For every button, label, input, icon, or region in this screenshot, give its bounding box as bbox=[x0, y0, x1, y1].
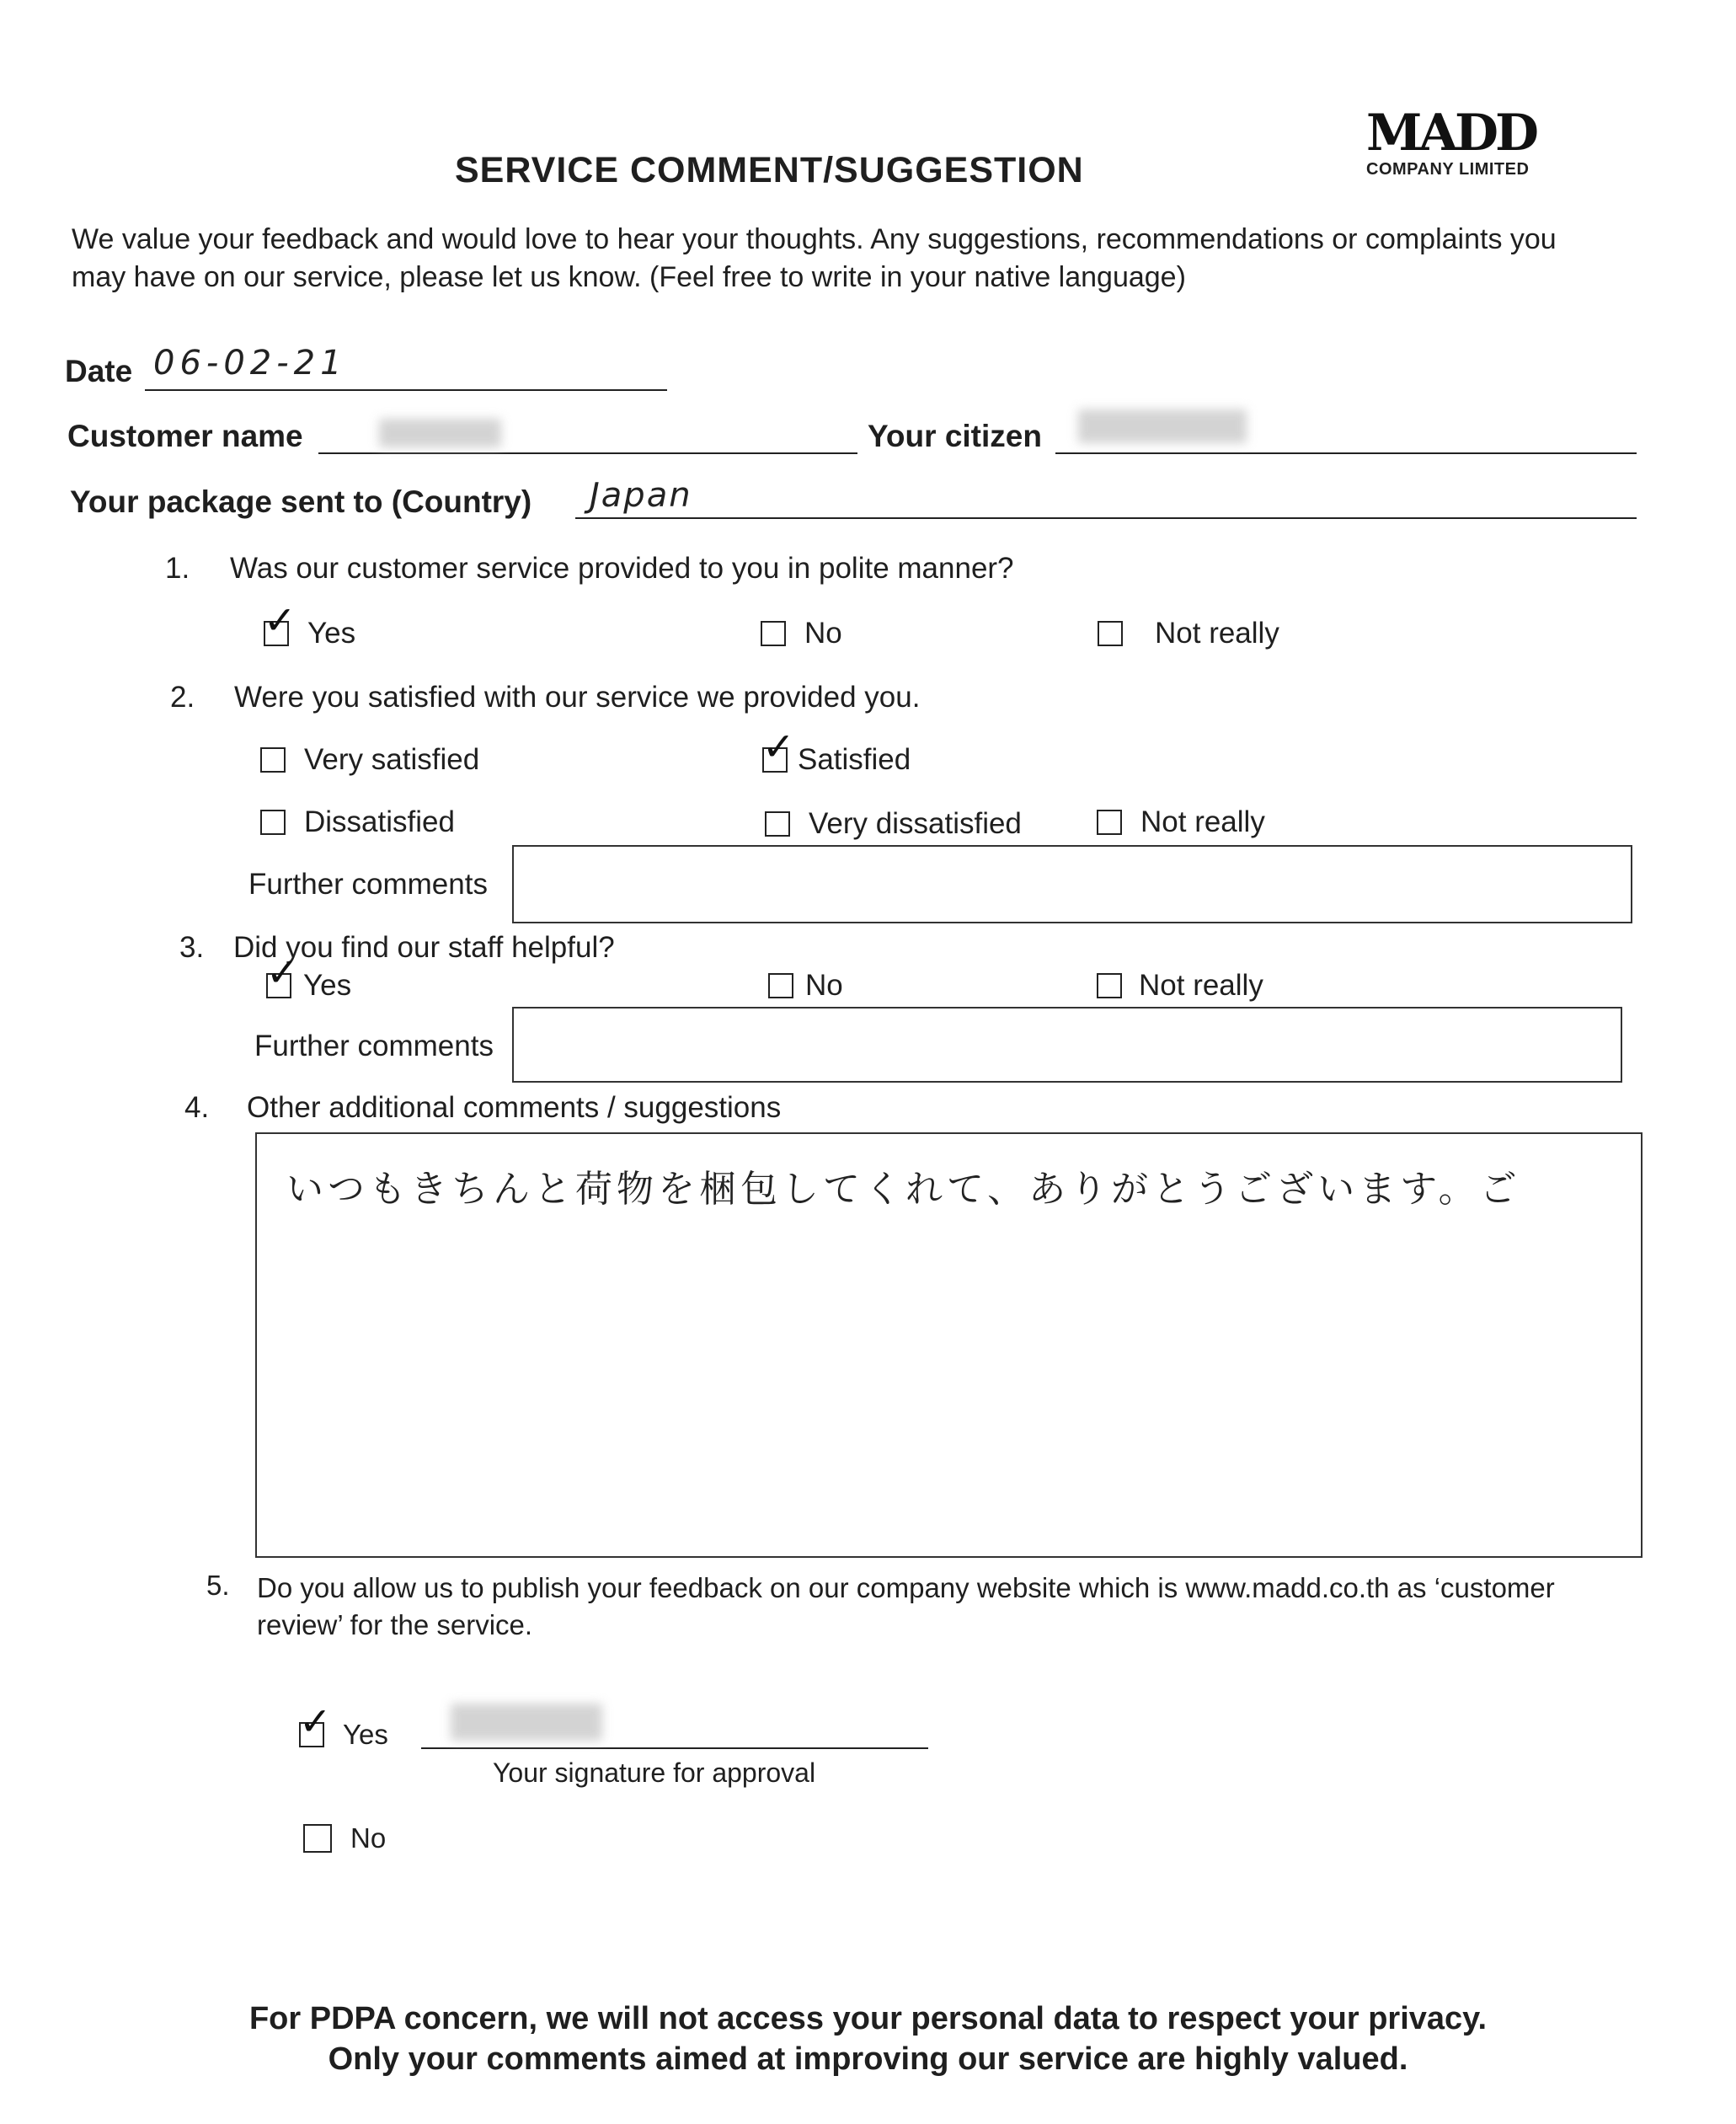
footer-note bbox=[0, 1998, 1736, 2079]
date-value[interactable]: 06-02-21 bbox=[153, 344, 347, 383]
q2-text: Were you satisfied with our service we provided you. bbox=[234, 681, 921, 714]
logo-wordmark: MADD bbox=[1366, 104, 1536, 163]
q5-option-yes[interactable] bbox=[299, 1719, 388, 1751]
q2-option-label: Not really bbox=[1140, 805, 1265, 838]
date-line bbox=[145, 389, 667, 391]
q1-option-not-really[interactable] bbox=[1098, 617, 1279, 650]
signature-redacted bbox=[451, 1704, 602, 1741]
checkbox-checked-icon bbox=[264, 621, 289, 646]
q5-text: Do you allow us to publish your feedback on our company website which is www.madd.co.th as ‘customer review’ for the service. bbox=[257, 1572, 1555, 1640]
checkbox-icon bbox=[303, 1824, 332, 1853]
q1-option-label: No bbox=[804, 617, 842, 650]
q2-option-satisfied[interactable] bbox=[762, 743, 911, 777]
country-label: Your package sent to (Country) bbox=[70, 484, 532, 519]
citizen-label: Your citizen bbox=[868, 419, 1042, 453]
customer-name-line bbox=[318, 452, 857, 454]
customer-name-label: Customer name bbox=[67, 419, 303, 453]
citizen-redacted bbox=[1078, 409, 1247, 443]
q1-option-label: Not really bbox=[1155, 617, 1279, 650]
q2-comments-box[interactable] bbox=[512, 845, 1632, 923]
q1-option-yes[interactable] bbox=[264, 617, 355, 650]
footer-line-2: Only your comments aimed at improving our service are highly valued. bbox=[328, 2041, 1408, 2077]
q3-number: 3. bbox=[179, 931, 205, 964]
q2-number: 2. bbox=[170, 681, 195, 714]
q3-option-label: No bbox=[805, 969, 843, 1002]
q5-yes-label: Yes bbox=[343, 1719, 388, 1750]
q2-option-label: Very satisfied bbox=[304, 743, 480, 776]
checkbox-icon bbox=[761, 621, 786, 646]
country-line bbox=[575, 517, 1637, 519]
q2-option-label: Very dissatisfied bbox=[809, 807, 1022, 840]
intro-text: We value your feedback and would love to hear your thoughts. Any suggestions, recommendations or complaints you may have on our service, please let us know. (Feel free to write in your native language) bbox=[72, 223, 1557, 293]
q1-option-no[interactable] bbox=[761, 617, 842, 650]
q5-option-no[interactable] bbox=[303, 1822, 386, 1854]
q3-option-not-really[interactable] bbox=[1097, 969, 1263, 1003]
logo-subtitle: COMPANY LIMITED bbox=[1366, 160, 1530, 179]
q3-text: Did you find our staff helpful? bbox=[233, 931, 615, 964]
q3-option-label: Yes bbox=[303, 969, 352, 1002]
q3-option-yes[interactable] bbox=[266, 969, 351, 1003]
checkbox-icon bbox=[768, 973, 793, 998]
checkbox-checked-icon bbox=[266, 973, 291, 998]
checkbox-icon bbox=[260, 747, 286, 773]
q2-option-very-dissatisfied[interactable] bbox=[765, 807, 1022, 841]
q3-option-label: Not really bbox=[1139, 969, 1263, 1002]
q4-number: 4. bbox=[184, 1091, 210, 1124]
signature-caption: Your signature for approval bbox=[493, 1758, 816, 1788]
q5-no-label: No bbox=[350, 1822, 387, 1854]
citizen-line bbox=[1055, 452, 1637, 454]
company-logo bbox=[1366, 104, 1536, 179]
q2-option-dissatisfied[interactable] bbox=[260, 805, 455, 839]
q3-comments-label: Further comments bbox=[254, 1030, 494, 1062]
checkbox-icon bbox=[1098, 621, 1123, 646]
q2-option-not-really[interactable] bbox=[1097, 805, 1265, 839]
checkbox-checked-icon bbox=[299, 1722, 324, 1747]
q4-text: Other additional comments / suggestions bbox=[247, 1091, 782, 1124]
q3-comments-box[interactable] bbox=[512, 1007, 1622, 1083]
q4-answer[interactable]: いつもきちんと荷物を梱包してくれて、ありがとうございます。ご bbox=[286, 1168, 1521, 1211]
q2-option-very-satisfied[interactable] bbox=[260, 743, 479, 777]
checkbox-icon bbox=[765, 811, 790, 837]
footer-line-1: For PDPA concern, we will not access your personal data to respect your privacy. bbox=[248, 2001, 1488, 2036]
date-label: Date bbox=[65, 354, 133, 388]
q1-text: Was our customer service provided to you in polite manner? bbox=[230, 552, 1014, 585]
checkbox-checked-icon bbox=[762, 747, 788, 773]
checkbox-icon bbox=[260, 810, 286, 835]
q2-option-label: Dissatisfied bbox=[304, 805, 455, 838]
form-title: SERVICE COMMENT/SUGGESTION bbox=[455, 150, 1084, 190]
signature-line bbox=[421, 1747, 928, 1749]
q1-option-label: Yes bbox=[307, 617, 356, 650]
q5-number: 5. bbox=[206, 1570, 230, 1601]
checkbox-icon bbox=[1097, 810, 1122, 835]
country-value[interactable]: Japan bbox=[590, 476, 692, 515]
q2-option-label: Satisfied bbox=[798, 743, 911, 776]
q3-option-no[interactable] bbox=[768, 969, 843, 1003]
checkbox-icon bbox=[1097, 973, 1122, 998]
customer-name-redacted bbox=[379, 419, 501, 447]
q2-comments-label: Further comments bbox=[248, 868, 488, 901]
q1-number: 1. bbox=[165, 552, 190, 585]
